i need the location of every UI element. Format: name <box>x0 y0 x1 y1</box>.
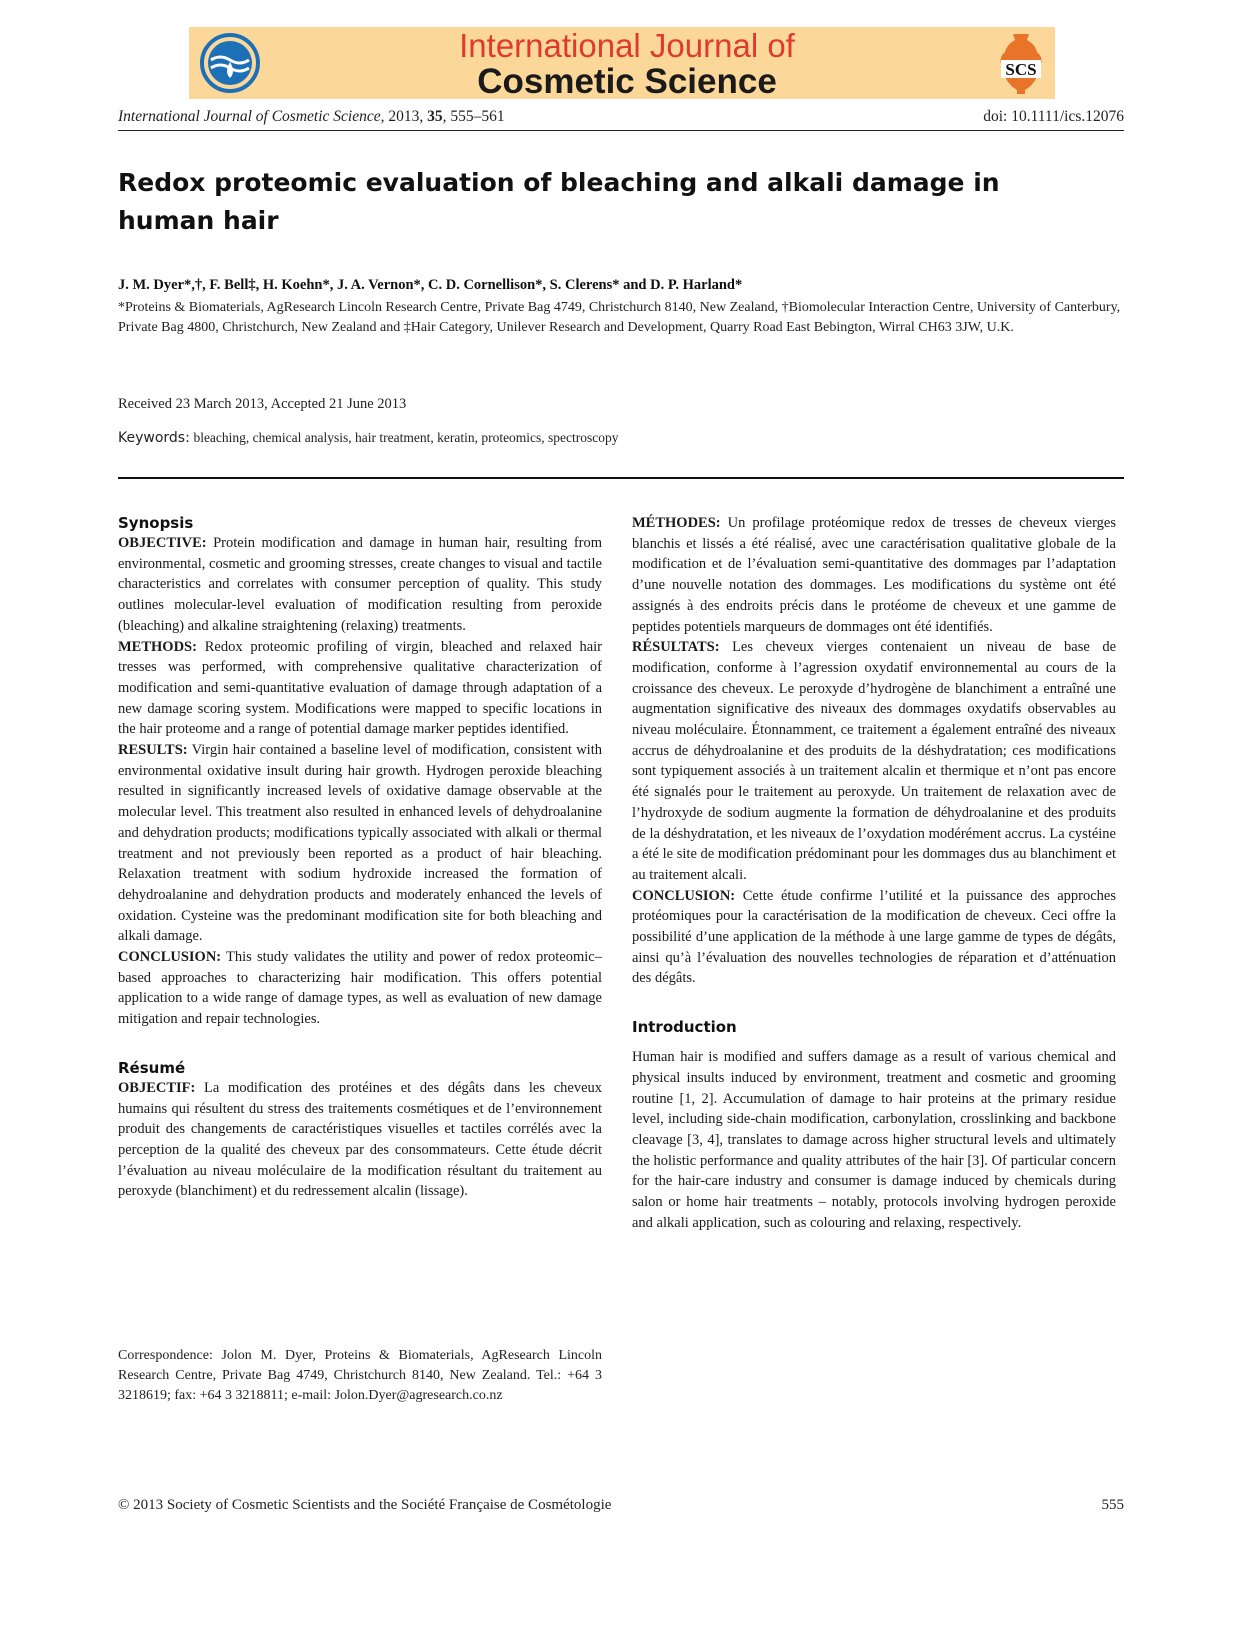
objectif-label: OBJECTIF: <box>118 1079 196 1096</box>
resume-conclusion <box>632 886 1116 990</box>
synopsis-methods <box>118 637 602 741</box>
methods-text: Redox proteomic profiling of virgin, bleached and relaxed hair tresses was performed, with comprehensive qualitative characterization of modification and semi-quantitative evaluation of damage through adaptation of a new damage scoring system. Modifications were mapped to specific locations in the hair proteome and a range of potential damage marker peptides identified. <box>118 638 603 738</box>
copyright: © 2013 Society of Cosmetic Scientists and the Société Française de Cosmétologie <box>118 1497 612 1513</box>
journal-citation-name: International Journal of Cosmetic Science <box>118 108 381 125</box>
keywords-label: Keywords: <box>118 430 190 446</box>
results-label: RESULTS: <box>118 742 188 759</box>
scs-logo-text: SCS <box>1005 60 1037 79</box>
resume-heading: Résumé <box>118 1058 186 1077</box>
affiliations: *Proteins & Biomaterials, AgResearch Lincoln Research Centre, Private Bag 4749, Christchurch 8140, New Zealand, †Biomolecular Interaction Centre, University of Canterbury, Private Bag 4800, Christchurch, New Zealand and ‡Hair Category, Unilever Research and Development, Quarry Road East Bebington, Wirral CH63 3JW, U.K. <box>118 300 1121 335</box>
page-footer <box>118 1497 1124 1517</box>
resume-resultats <box>632 637 1116 885</box>
scs-vase-logo-icon <box>995 30 1047 98</box>
header-divider <box>118 477 1124 479</box>
resultats-text: Les cheveux vierges contenaient un niveau de base de modification, conforme à l’agression oxydatif environnemental au cours de la croissance des cheveux. Le peroxyde d’hydrogène de blanchiment a entraîné une augmentation significative des niveaux des dommages oxydatifs observables au niveau moléculaire. Étonnamment, ce traitement a également entraîné des niveaux accrus de déhydroalanine et des produits de la déshydratation; ces modifications sont typiquement associés à un traitement alcalin et thermique et n’ont pas encore été signalés pour le traitement au peroxyde. Un traitement de relaxation avec de l’hydroxyde de sodium augmente la formation de déhydroalanine et des produits de la déshydratation, et les niveaux de l’oxydation modérément accrus. La cystéine a été le site de modification prédominant pour les dommages dus au blanchiment et au traitement alcali. <box>632 639 1117 883</box>
synopsis-heading: Synopsis <box>118 514 194 532</box>
conclusion-label: CONCLUSION: <box>118 949 222 966</box>
journal-name <box>189 29 1055 99</box>
left-column <box>118 513 602 1202</box>
methodes-label: MÉTHODES: <box>632 515 721 531</box>
resume-conclusion-text: Cette étude confirme l’utilité et la puissance des approches protéomiques pour la caractérisation de la modification de cheveux. Ceci offre la possibilité d’une application de la méthode à une large gamme de types de dégâts, ainsi qu’à l’évaluation des nouvelles technologies de réparation et d’atténuation des dégâts. <box>632 887 1116 987</box>
citation-year: , 2013, <box>380 108 428 125</box>
synopsis-objective <box>118 533 602 637</box>
synopsis-conclusion <box>118 947 602 1030</box>
journal-name-line2: Cosmetic Science <box>477 62 777 101</box>
citation <box>118 108 505 126</box>
author-list: J. M. Dyer*,†, F. Bell‡, H. Koehn*, J. A. Vernon*, C. D. Cornellison*, S. Clerens* and D. P. Harland* <box>118 277 743 293</box>
doi[interactable]: doi: 10.1111/ics.12076 <box>983 108 1124 125</box>
keywords-list: bleaching, chemical analysis, hair treatment, keratin, proteomics, spectroscopy <box>193 430 619 445</box>
journal-banner <box>189 27 1055 99</box>
objective-text: Protein modification and damage in human hair, resulting from environmental, cosmetic and grooming stresses, create changes to visual and tactile characteristics and correlates with consumer perception of quality. This study outlines molecular-level evaluation of modification resulting from peroxide (bleaching) and alkaline straightening (relaxing) treatments. <box>118 535 603 634</box>
methodes-text: Un profilage protéomique redox de tresses de cheveux vierges blanchis et lissés a été réalisé, avec une caractérisation qualitative globale de la modification et de l’évaluation semi-quantitative des dommages par l’adaptation d’une nouvelle notation des dommages. Les modifications du système ont été assignés à des endroits précis dans le protéome de cheveux et une gamme de peptides potentiels marqueurs de dommages ont été identifiés. <box>632 515 1116 635</box>
conclusion-text: This study validates the utility and power of redox proteomic–based approaches to characterizing hair modification. This offers potential application to a wide range of damage types, as well as evaluation of new damage mitigation and repair technologies. <box>118 949 602 1028</box>
citation-volume: 35 <box>427 108 443 125</box>
resume-conclusion-label: CONCLUSION: <box>632 887 736 904</box>
citation-pages: , 555–561 <box>442 108 505 125</box>
methods-label: METHODS: <box>118 638 197 655</box>
introduction-text: Human hair is modified and suffers damage as a result of various chemical and physical insults induced by environment, treatment and cosmetic and grooming routine [1, 2]. Accumulation of damage to hair proteins at the primary residue level, including side-chain modification, carbonylation, crosslinking and backbone cleavage [3, 4], translates to damage across higher structural levels and ultimately the holistic performance and quality attributes of the hair [3]. Of particular concern for the hair-care industry and consumer is damage induced by chemicals during salon or home hair treatments – notably, protocols involving hydrogen peroxide and alkali application, such as colouring and relaxing, respectively. <box>632 1049 1116 1231</box>
objective-label: OBJECTIVE: <box>118 535 207 551</box>
article-title: Redox proteomic evaluation of bleaching and alkali damage in human hair <box>118 168 1000 235</box>
introduction-heading: Introduction <box>632 1018 737 1037</box>
keywords <box>118 430 619 447</box>
journal-name-line1: International Journal of <box>459 27 795 64</box>
resume-methodes <box>632 513 1116 637</box>
right-column <box>632 513 1116 1234</box>
correspondence: Correspondence: Jolon M. Dyer, Proteins & Biomaterials, AgResearch Lincoln Research Centre, Private Bag 4749, Christchurch 8140, New Zealand. Tel.: +64 3 3218619; fax: +64 3 3218811; e-mail: Jolon.Dyer@agresearch.co.nz <box>118 1348 602 1403</box>
received-accepted-dates: Received 23 March 2013, Accepted 21 June 2013 <box>118 396 407 412</box>
page-number: 555 <box>1101 1497 1124 1513</box>
synopsis-results <box>118 740 602 947</box>
running-head <box>118 108 1124 131</box>
resume-objectif <box>118 1078 602 1202</box>
results-text: Virgin hair contained a baseline level of modification, consistent with environmental oxidative insult during hair growth. Hydrogen peroxide bleaching resulted in significantly increased levels of oxidative damage observable at the molecular level. This treatment also resulted in enhanced levels of dehydroalanine and dehydration products; modifications typically associated with alkali or thermal treatment and not previously been reported as a product of hair bleaching. Relaxation treatment with sodium hydroxide increased the formation of dehydroalanine and dehydration products and moderately enhanced the levels of oxidation. Cysteine was the predominant modification site for both bleaching and alkali damage. <box>118 742 602 945</box>
objectif-text: La modification des protéines et des dégâts dans les cheveux humains qui résultent du stress des traitements cosmétiques et de l’environnement produit des changements de caractéristiques visuelles et tactiles corrélés avec la perception de la qualité des cheveux par des consommateurs. Cette étude décrit l’évaluation au niveau moléculaire de la modification résultant du traitement au peroxyde (blanchiment) et du redressement alcalin (lissage). <box>118 1079 602 1200</box>
resultats-label: RÉSULTATS: <box>632 639 720 656</box>
